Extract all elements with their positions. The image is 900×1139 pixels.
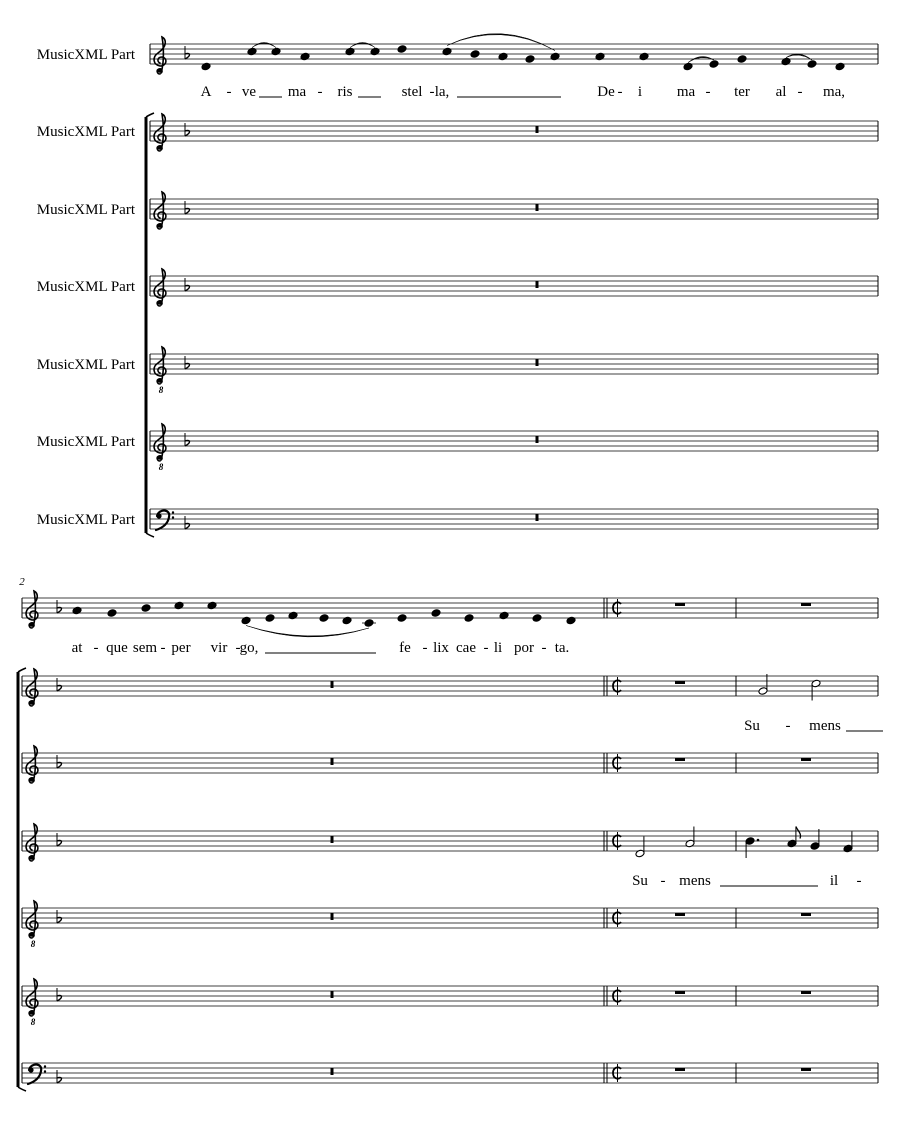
lyric-syllable: at (71, 640, 83, 656)
breve-rest (536, 514, 539, 521)
half-note-d (811, 679, 821, 700)
breve-rest (536, 281, 539, 288)
breve-rest (536, 436, 539, 443)
chant-note-5 (207, 601, 217, 610)
chant-note-15 (499, 611, 509, 620)
chant-note-14 (639, 52, 649, 61)
slur-1 (252, 43, 276, 48)
key-flat (57, 678, 62, 691)
whole-rest (675, 1068, 685, 1071)
breve-rest (331, 681, 334, 688)
whole-rest (801, 603, 811, 606)
part-label: MusicXML Part (36, 202, 135, 218)
lyric-syllable: ve (241, 84, 257, 100)
part-label: MusicXML Part (36, 124, 135, 140)
lyric-syllable: Su (632, 873, 648, 889)
key-flat (57, 600, 62, 613)
breve-rest (331, 758, 334, 765)
chant-note-13 (595, 52, 605, 61)
key-flat (185, 433, 190, 446)
treble-clef (26, 669, 38, 706)
treble-clef (154, 37, 166, 74)
whole-rest (675, 681, 685, 684)
bracket-bottom-hook (18, 1087, 26, 1091)
slur-2 (350, 43, 375, 48)
lyric-syllable: - (93, 640, 99, 656)
half-note-g (758, 674, 768, 695)
bracket-top-hook (18, 668, 26, 672)
treble-clef (26, 591, 38, 628)
treble-clef-octave-8: 8 (158, 385, 164, 395)
treble-clef (26, 746, 38, 783)
breve-rest (536, 359, 539, 366)
lyric-syllable: - (797, 84, 803, 100)
lyric-syllable: vir (210, 640, 228, 656)
chant-note-16 (709, 60, 719, 69)
system2-staff-3 (22, 753, 878, 773)
part-label: MusicXML Part (36, 512, 135, 528)
lyric-syllable: per (171, 640, 191, 656)
whole-rest (801, 758, 811, 761)
quarter-note-f (843, 832, 853, 853)
treble-clef (154, 269, 166, 306)
key-flat (57, 833, 62, 846)
lyric-syllable: - (856, 873, 862, 889)
breve-rest (331, 836, 334, 843)
chant-note-17 (737, 55, 747, 64)
lyric-syllable: - (226, 84, 232, 100)
key-flat (57, 988, 62, 1001)
chant-note-16 (532, 614, 542, 623)
part-label: MusicXML Part (36, 279, 135, 295)
measure-number: 2 (19, 576, 25, 588)
whole-rest (675, 603, 685, 606)
lyric-syllable: A (200, 84, 212, 100)
treble-clef (154, 114, 166, 151)
lyric-syllable: i (637, 84, 643, 100)
whole-rest (675, 758, 685, 761)
chant-note-2 (107, 609, 117, 618)
treble-clef-octave-8: 8 (30, 939, 36, 949)
breve-rest (536, 204, 539, 211)
lyric-syllable: - (785, 718, 791, 734)
chant-note-6 (370, 47, 380, 56)
system1-staff-3 (150, 199, 878, 219)
slur-4 (688, 57, 714, 63)
chant-note-3 (141, 604, 151, 613)
treble-clef-octave-8: 8 (158, 462, 164, 472)
chant-note-7 (265, 614, 275, 623)
lyric-syllable: stel (401, 84, 423, 100)
chant-note-10 (498, 52, 508, 61)
lyric-syllable: - (160, 640, 166, 656)
part-label: MusicXML Part (36, 47, 135, 63)
lyric-syllable: por (514, 640, 534, 656)
system2-staff-2 (22, 676, 878, 696)
lyric-syllable: ma, (822, 84, 846, 100)
lyric-syllable: al (775, 84, 787, 100)
chant-note-11 (525, 55, 535, 64)
chant-note-2 (247, 47, 257, 56)
system1-staff-6 (150, 431, 878, 451)
key-flat (185, 46, 190, 59)
lyric-syllable: Su (744, 718, 760, 734)
lyric-syllable: - (483, 640, 489, 656)
dotted-quarter-b-flat (745, 837, 759, 858)
lyric-syllable: la, (434, 84, 450, 100)
chant-note-4 (174, 601, 184, 610)
chant-note-7 (397, 45, 407, 54)
chant-note-15 (683, 62, 693, 71)
lyric-syllable: sem (132, 640, 158, 656)
chant-note-9 (470, 50, 480, 59)
key-flat (185, 201, 190, 214)
half-note-d (635, 837, 645, 858)
lyric-syllable: ter (734, 84, 750, 100)
half-note-a (685, 827, 695, 848)
chant-note-20 (835, 62, 845, 71)
lyric-syllable: - (541, 640, 547, 656)
chant-note-8 (442, 47, 452, 56)
quarter-note-g (810, 829, 820, 850)
system2-staff-6 (22, 986, 878, 1006)
slur (246, 626, 369, 637)
bracket-top-hook (146, 113, 154, 117)
chant-note-6 (241, 616, 251, 625)
key-flat (185, 278, 190, 291)
part-label: MusicXML Part (36, 434, 135, 450)
lyric-syllable: mens (809, 718, 841, 734)
lyric-syllable: mens (679, 873, 711, 889)
lyric-syllable: - (617, 84, 623, 100)
bracket-bottom-hook (146, 533, 154, 537)
whole-rest (801, 913, 811, 916)
chant-note-4 (300, 52, 310, 61)
lyric-syllable: lix (433, 640, 449, 656)
chant-note-14 (464, 614, 474, 623)
key-flat (57, 755, 62, 768)
part-label: MusicXML Part (36, 357, 135, 373)
breve-rest (331, 913, 334, 920)
chant-note-19 (807, 60, 817, 69)
treble-clef (26, 824, 38, 861)
lyric-syllable: li (493, 640, 503, 656)
lyric-syllable: go, (239, 640, 259, 656)
chant-note-1 (201, 62, 211, 71)
breve-rest (331, 1068, 334, 1075)
key-flat (57, 910, 62, 923)
chant-note-12 (397, 614, 407, 623)
system2-staff-5 (22, 908, 878, 928)
lyric-syllable: - (235, 640, 241, 656)
breve-rest (536, 126, 539, 133)
chant-note-12 (550, 52, 560, 61)
chant-note-8 (288, 611, 298, 620)
breve-rest (331, 991, 334, 998)
key-flat (57, 1070, 62, 1083)
treble-clef-octave-8: 8 (30, 1017, 36, 1027)
lyric-syllable: - (429, 84, 435, 100)
chant-note-10 (342, 616, 352, 625)
whole-rest (801, 991, 811, 994)
system1-staff-2 (150, 121, 878, 141)
lyric-syllable: cae (456, 640, 476, 656)
bass-clef (28, 1064, 46, 1084)
lyric-syllable: - (317, 84, 323, 100)
key-flat (185, 123, 190, 136)
bass-clef (156, 510, 174, 530)
lyric-syllable: - (660, 873, 666, 889)
slur-3 (447, 34, 555, 51)
chant-note-9 (319, 614, 329, 623)
lyric-syllable: fe (399, 640, 411, 656)
system1-staff-1 (150, 44, 878, 64)
lyric-syllable: il (829, 873, 839, 889)
lyric-syllable: ma (676, 84, 696, 100)
whole-rest (675, 913, 685, 916)
chant-note-1 (72, 606, 82, 615)
eighth-note-a (787, 827, 801, 848)
chant-note-5 (345, 47, 355, 56)
lyric-syllable: - (705, 84, 711, 100)
system1-staff-5 (150, 354, 878, 374)
system1-staff-4 (150, 276, 878, 296)
lyric-syllable: ta. (554, 640, 570, 656)
chant-note-11 (362, 619, 376, 628)
chant-note-3 (271, 47, 281, 56)
treble-clef (154, 192, 166, 229)
chant-note-17 (566, 616, 576, 625)
lyric-syllable: De (597, 84, 615, 100)
lyric-syllable: ma (287, 84, 307, 100)
lyric-syllable: que (106, 640, 128, 656)
system1-staff-7 (150, 509, 878, 529)
system2-staff-7 (22, 1063, 878, 1083)
chant-note-18 (781, 57, 791, 66)
whole-rest (675, 991, 685, 994)
key-flat (185, 356, 190, 369)
whole-rest (801, 1068, 811, 1071)
chant-note-13 (431, 609, 441, 618)
lyric-syllable: ris (337, 84, 353, 100)
lyric-syllable: - (422, 640, 428, 656)
key-flat (185, 516, 190, 529)
